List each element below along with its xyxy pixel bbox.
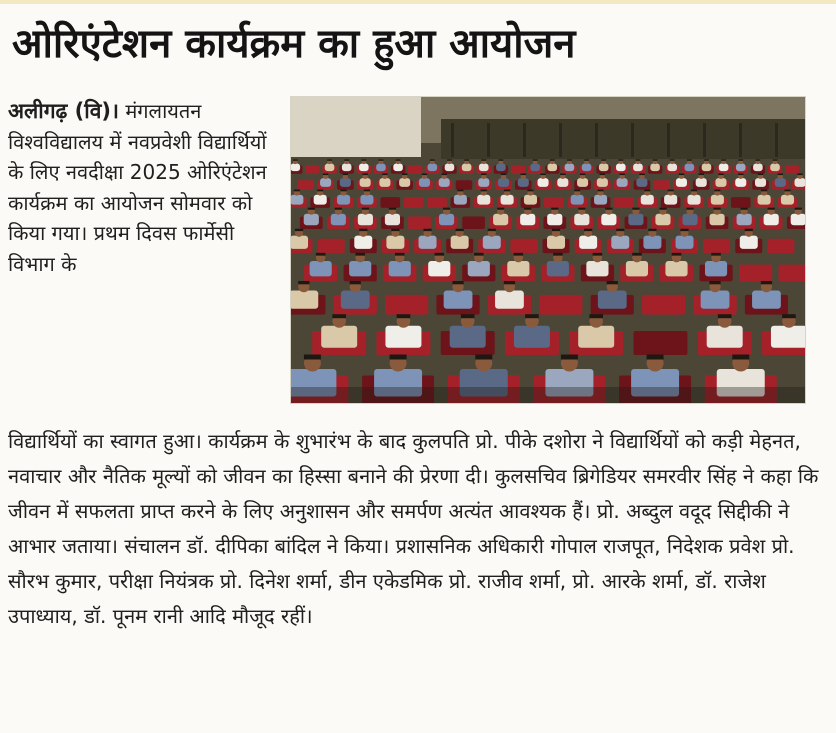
photo-wall-slat [739,123,742,157]
photo-vignette [291,387,805,403]
photo-back-panel [441,119,805,159]
dateline: अलीगढ़ (वि)। [8,99,119,123]
photo-person-hair [714,190,720,192]
photo-person-hair [687,159,692,160]
photo-seat [456,180,473,190]
photo-person-body [633,163,643,171]
photo-seat [653,180,670,190]
photo-person-hair [364,190,370,192]
photo-seat [408,165,422,173]
photo-person-body [358,214,373,226]
article-continuation [8,424,828,720]
photo-person-hair [391,229,399,231]
photo-person-hair [355,253,365,256]
photo-seat [404,197,424,208]
photo-seat [785,165,799,173]
photo-person-hair [323,173,328,175]
photo-person-body [385,214,400,226]
photo-person-body [685,163,695,171]
photo-person-body [493,214,508,226]
photo-person-hair [668,190,674,192]
photo-person-hair [389,208,396,210]
photo-person-body [665,261,687,276]
photo-person-body [577,178,588,187]
photo-person-hair [619,173,624,175]
photo-wall-slat [451,123,454,157]
photo-person-body [445,163,455,171]
photo-person-body [360,195,373,205]
photo-person-body [483,236,501,249]
photo-seat [298,180,315,190]
photo-person-body [795,178,805,187]
photo-person-hair [441,173,446,175]
photo-seat [408,216,431,229]
photo-person-body [538,178,549,187]
photo-person-hair [335,208,342,210]
photo-person-body [451,236,469,249]
photo-person-hair [551,208,558,210]
photo-person-hair [435,253,445,256]
photo-person-hair [481,159,486,160]
photo-person-hair [589,314,603,318]
photo-seat [703,239,730,253]
photo-person-body [598,291,627,309]
photo-person-hair [761,281,772,284]
photo-person-body [479,163,489,171]
photo-person-body [557,178,568,187]
photo-person-hair [782,314,796,318]
photo-person-body [291,195,303,205]
photo-person-body [547,261,569,276]
photo-person-hair [362,173,367,175]
photo-wall-slat [631,123,634,157]
photo-person-body [601,214,616,226]
photo-person-hair [430,159,435,160]
photo-person-hair [294,190,300,192]
photo-person-body [752,291,781,309]
photo-seat [739,265,772,282]
photo-seat [318,239,345,253]
photo-person-body [574,214,589,226]
photo-person-body [736,163,746,171]
photo-person-hair [686,208,693,210]
photo-person-hair [768,208,775,210]
photo-person-hair [524,208,531,210]
photo-wall-slat [595,123,598,157]
photo-person-body [321,326,357,348]
photo-person-body [735,178,746,187]
photo-person-body [478,178,489,187]
photo-person-hair [659,208,666,210]
photo-person-body [359,163,369,171]
photo-person-hair [758,173,763,175]
event-photo [290,96,806,404]
photo-person-body [696,178,707,187]
top-rule [0,0,836,4]
photo-person-hair [756,159,761,160]
photo-person-hair [639,173,644,175]
photo-person-body [702,163,712,171]
photo-person-hair [332,314,346,318]
photo-person-hair [293,159,298,160]
photo-person-body [775,178,786,187]
photo-person-hair [584,229,592,231]
photo-person-hair [711,253,721,256]
photo-person-body [628,214,643,226]
photo-person-hair [457,190,463,192]
photo-person-hair [647,355,664,360]
photo-wall-slat [775,123,778,157]
photo-person-hair [362,208,369,210]
photo-person-body [340,178,351,187]
photo-person-hair [423,229,431,231]
photo-person-hair [644,190,650,192]
photo-person-body [291,291,318,309]
photo-person-body [291,236,308,249]
photo-person-body [617,178,628,187]
photo-person-hair [636,159,641,160]
headline: ओरिएंटेशन कार्यक्रम का हुआ आयोजन [12,21,576,67]
photo-person-body [310,261,332,276]
photo-person-body [594,195,607,205]
photo-person-body [650,163,660,171]
photo-person-body [477,195,490,205]
photo-person-body [667,163,677,171]
photo-person-hair [308,208,315,210]
photo-person-hair [718,173,723,175]
photo-person-hair [533,159,538,160]
photo-person-hair [632,208,639,210]
photo-person-hair [580,173,585,175]
photo-person-body [682,214,697,226]
photo-person-body [393,163,403,171]
photo-person-body [676,178,687,187]
photo-person-hair [390,355,407,360]
photo-person-body [753,163,763,171]
photo-person-body [711,195,724,205]
photo-seat [633,331,687,355]
photo-person-hair [395,253,405,256]
photo-person-hair [343,173,348,175]
photo-person-hair [738,173,743,175]
photo-person-body [386,236,404,249]
photo-back-window [291,97,421,157]
photo-person-body [314,195,327,205]
photo-person-hair [561,355,578,360]
photo-person-body [599,163,609,171]
photo-person-hair [327,159,332,160]
photo-person-body [565,163,575,171]
photo-person-hair [452,281,463,284]
photo-seat [305,165,319,173]
photo-person-hair [553,253,563,256]
photo-person-body [439,214,454,226]
photo-person-body [758,195,771,205]
photo-person-body [498,178,509,187]
photo-person-body [444,291,473,309]
photo-person-body [389,261,411,276]
photo-person-body [740,236,758,249]
photo-person-hair [382,173,387,175]
photo-person-hair [298,281,309,284]
photo-person-hair [540,173,545,175]
photo-person-hair [670,159,675,160]
photo-person-hair [504,281,515,284]
photo-seat [385,295,428,315]
photo-person-body [428,261,450,276]
photo-person-hair [514,253,524,256]
photo-person-hair [632,253,642,256]
photo-person-body [304,214,319,226]
photo-person-hair [584,159,589,160]
photo-person-body [707,326,743,348]
photo-person-body [428,163,438,171]
photo-person-body [687,195,700,205]
photo-seat [731,197,751,208]
photo-person-body [676,236,694,249]
photo-person-body [325,163,335,171]
photo-person-hair [598,190,604,192]
photo-person-body [791,214,805,226]
photo-wall-slat [667,123,670,157]
photo-person-body [547,214,562,226]
photo-person-hair [574,190,580,192]
photo-seat [642,295,685,315]
photo-person-body [578,326,614,348]
photo-person-hair [481,173,486,175]
photo-person-hair [714,208,721,210]
photo-person-hair [691,190,697,192]
photo-person-hair [605,208,612,210]
photo-person-body [342,163,352,171]
photo-person-hair [497,208,504,210]
photo-person-hair [578,208,585,210]
photo-seat [614,197,634,208]
photo-person-hair [501,173,506,175]
photo-wall-slat [703,123,706,157]
photo-person-hair [616,229,624,231]
photo-person-hair [456,229,464,231]
photo-person-hair [344,159,349,160]
photo-person-body [597,178,608,187]
photo-person-body [320,178,331,187]
article-text-column-body: मंगलायतन विश्वविद्यालय में नवप्रवेशी विद्यार्थियों के लिए नवदीक्षा 2025 ओरिएंटेशन कार्यक्रम का आयोजन सोमवार को किया गया। प्रथम दिवस फार्मेसी विभाग के [8,99,267,276]
photo-person-body [781,195,794,205]
photo-person-hair [560,173,565,175]
photo-person-hair [499,159,504,160]
photo-person-body [462,163,472,171]
photo-person-body [439,178,450,187]
photo-person-body [701,291,730,309]
photo-person-body [354,236,372,249]
photo-person-body [501,195,514,205]
photo-person-body [399,178,410,187]
photo-seat [462,216,485,229]
photo-seat [544,197,564,208]
photo-person-hair [443,208,450,210]
photo-person-body [715,178,726,187]
photo-person-hair [481,190,487,192]
photo-person-hair [618,159,623,160]
photo-person-hair [709,281,720,284]
photo-person-hair [784,190,790,192]
photo-person-hair [797,173,802,175]
photo-person-hair [379,159,384,160]
photo-person-body [636,178,647,187]
photo-person-body [291,163,300,171]
photo-seat [539,295,582,315]
photo-person-hair [525,314,539,318]
photo-person-body [507,261,529,276]
photo-person-body [705,261,727,276]
photo-person-body [514,326,550,348]
photo-wall-slat [523,123,526,157]
photo-person-body [524,195,537,205]
photo-person-hair [593,253,603,256]
photo-person-body [520,214,535,226]
photo-person-hair [295,229,303,231]
photo-person-body [376,163,386,171]
article-column [8,96,282,426]
photo-person-hair [527,190,533,192]
photo-person-body [582,163,592,171]
article-text-full: विद्यार्थियों का स्वागत हुआ। कार्यक्रम के शुभारंभ के बाद कुलपति प्रो. पीके दशोरा ने विद्यार्थियों को कड़ी मेहनत, नवाचार और नैतिक मूल्यों को जीवन का हिस्सा बनाने की प्रेरणा दी। कुलसचिव ब्रिगेडियर समरवीर सिंह ने कहा कि जीवन में सफलता प्राप्त करने के लिए अनुशासन और समर्पण अत्यंत आवश्यक हैं। प्रो. अब्दुल वदूद सिद्दीकी ने आभार जताया। संचालन डॉ. दीपिका बांदिल ने किया। प्रशासनिक अधिकारी गोपाल राजपूत, निदेशक प्रवेश प्रो. सौरभ कुमार, परीक्षा नियंत्रक प्रो. दिनेश शर्मा, डीन एकेडमिक प्रो. राजीव शर्मा, प्रो. आरके शर्मा, डॉ. राजेश उपाध्याय, डॉ. पूनम रानी आदि मौजूद रहीं। [8,429,819,628]
photo-person-hair [350,281,361,284]
photo-person-body [710,214,725,226]
photo-person-body [454,195,467,205]
photo-person-body [349,261,371,276]
photo-person-body [450,326,486,348]
photo-person-body [616,163,626,171]
photo-seat [767,239,794,253]
photo-seat [511,165,525,173]
photo-person-body [547,236,565,249]
photo-person-body [579,236,597,249]
photo-person-hair [704,159,709,160]
photo-person-hair [552,229,560,231]
photo-person-body [586,261,608,276]
photo-person-hair [397,314,411,318]
photo-seat [380,197,400,208]
photo-person-hair [402,173,407,175]
photo-person-body [770,163,780,171]
photo-person-hair [475,355,492,360]
photo-person-hair [341,190,347,192]
photo-person-hair [304,355,321,360]
photo-person-hair [316,253,326,256]
auditorium-audience-photo-icon [291,97,805,403]
photo-person-hair [317,190,323,192]
photo-person-body [360,178,371,187]
photo-person-body [655,214,670,226]
photo-person-hair [680,229,688,231]
photo-person-hair [396,159,401,160]
photo-person-hair [795,208,802,210]
photo-person-body [737,214,752,226]
photo-person-hair [672,253,682,256]
photo-person-hair [521,173,526,175]
photo-person-hair [607,281,618,284]
photo-person-body [496,163,506,171]
photo-person-hair [359,229,367,231]
photo-person-hair [447,159,452,160]
photo-person-body [771,326,805,348]
photo-seat [427,197,447,208]
photo-person-body [495,291,524,309]
photo-person-hair [721,159,726,160]
photo-person-body [641,195,654,205]
photo-person-body [719,163,729,171]
photo-person-hair [488,229,496,231]
photo-person-hair [422,173,427,175]
photo-person-body [764,214,779,226]
photo-person-hair [461,314,475,318]
photo-person-body [419,178,430,187]
photo-person-hair [600,173,605,175]
photo-person-body [468,261,490,276]
photo-person-body [755,178,766,187]
photo-person-body [341,291,370,309]
photo-person-hair [761,190,767,192]
photo-person-hair [738,159,743,160]
article-text-column [8,96,282,279]
photo-person-hair [745,229,753,231]
photo-person-body [419,236,437,249]
photo-person-hair [504,190,510,192]
photo-wall-slat [487,123,490,157]
photo-person-hair [778,173,783,175]
photo-person-hair [550,159,555,160]
photo-person-body [518,178,529,187]
photo-person-body [331,214,346,226]
photo-person-hair [732,355,749,360]
photo-person-body [571,195,584,205]
photo-person-hair [464,159,469,160]
photo-person-hair [474,253,484,256]
photo-seat [779,265,805,282]
photo-person-body [626,261,648,276]
photo-person-body [337,195,350,205]
photo-person-body [385,326,421,348]
photo-person-body [379,178,390,187]
photo-person-hair [361,159,366,160]
photo-person-hair [601,159,606,160]
photo-person-hair [773,159,778,160]
photo-seat [510,239,537,253]
photo-person-hair [698,173,703,175]
photo-person-hair [741,208,748,210]
photo-wall-slat [559,123,562,157]
photo-person-body [530,163,540,171]
photo-person-hair [718,314,732,318]
photo-person-hair [567,159,572,160]
photo-person-body [611,236,629,249]
photo-person-hair [679,173,684,175]
photo-person-hair [653,159,658,160]
photo-person-body [547,163,557,171]
photo-person-hair [648,229,656,231]
photo-person-body [664,195,677,205]
photo-person-body [643,236,661,249]
